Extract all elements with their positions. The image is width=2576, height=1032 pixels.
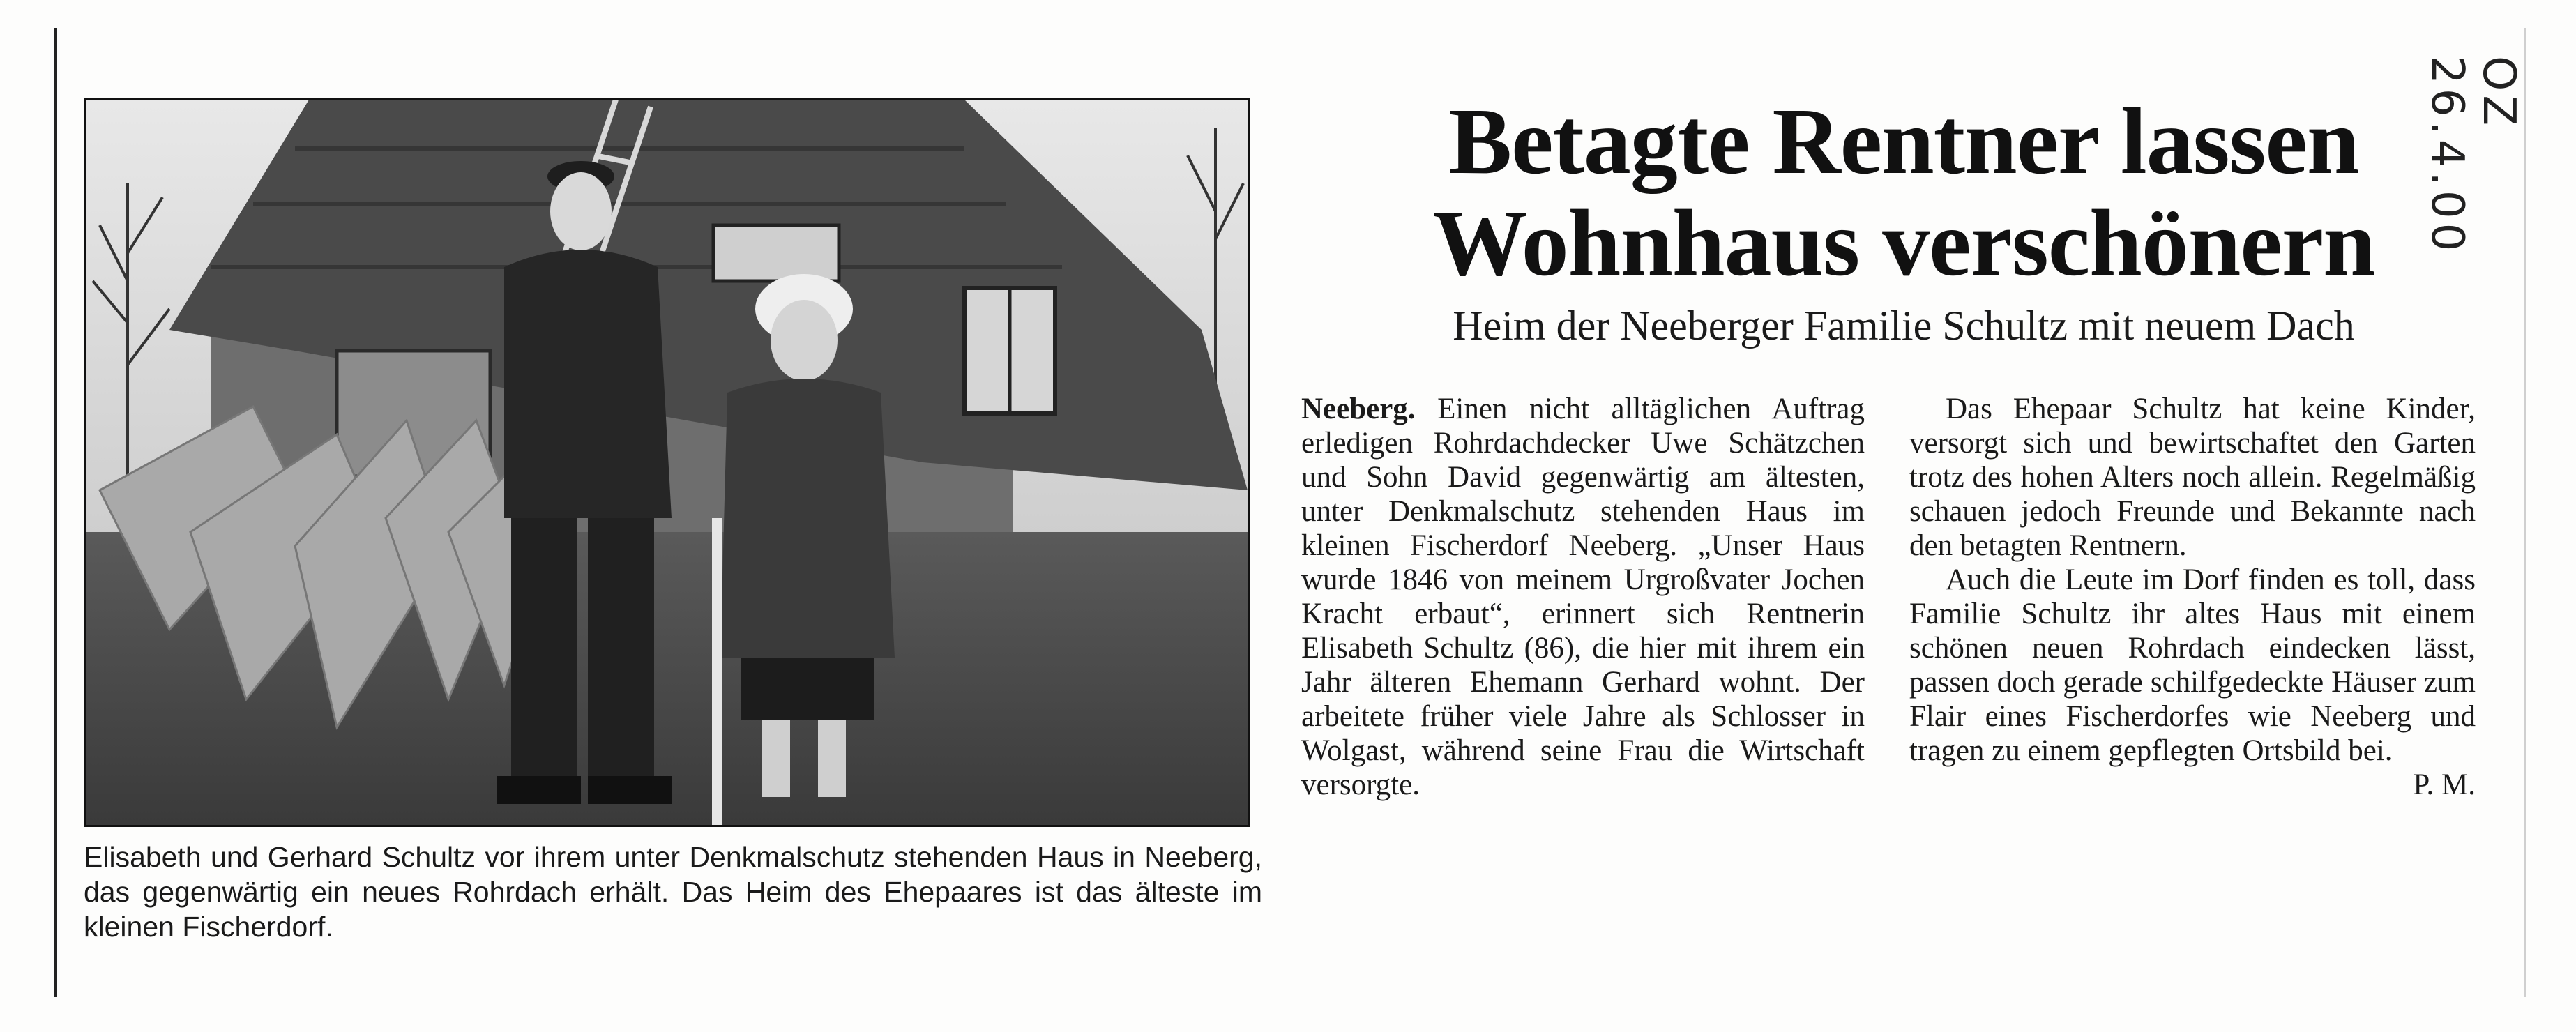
left-margin-rule xyxy=(54,28,57,997)
article-column-2 xyxy=(1909,392,2476,802)
column-2-paragraph-2 xyxy=(1909,563,2476,801)
photo-caption: Elisabeth und Gerhard Schultz vor ihrem unter Denkmalschutz stehenden Haus in Neeberg, das gegenwärtig ein neues Rohrdach erhält. Das Heim des Ehepaares ist das älteste im kleinen Fischerdorf. xyxy=(84,841,1262,943)
photo-elderly-couple-thatched-house-icon xyxy=(86,100,1248,825)
column-1-paragraph xyxy=(1301,392,1865,802)
article-photo xyxy=(84,98,1250,827)
handwritten-date-note: OZ 26.4.00 xyxy=(2421,56,2524,256)
headline-line-2: Wohnhaus verschönern xyxy=(1432,191,2375,296)
article-headline xyxy=(1325,91,2483,294)
right-margin-rule xyxy=(2524,28,2526,997)
article-column-1 xyxy=(1301,392,1865,802)
author-signature: P. M. xyxy=(2413,768,2476,801)
article-subheadline: Heim der Neeberger Familie Schultz mit neuem Dach xyxy=(1453,303,2355,349)
column-2-paragraph-2-text: Auch die Leute im Dorf finden es toll, dass Familie Schultz ihr altes Haus mit einem schönen neuen Rohrdach eindecken lässt, passen doch gerade schilfgedeckte Häuser zum Flair eines Fischerdorfes wie Neeberg und tragen zu einem gepflegten Ortsbild bei. xyxy=(1909,563,2476,767)
column-1-text: Einen nicht alltäglichen Auftrag erledigen Rohrdachdecker Uwe Schätzchen und Sohn David gegenwärtig am ältesten, unter Denkmalschutz stehenden Haus im kleinen Fischerdorf Neeberg. „Unser Haus wurde 1846 von meinem Urgroßvater Jochen Kracht erbaut“, erinnert sich Rentnerin Elisabeth Schultz (86), die hier mit ihrem ein Jahr älteren Ehemann Gerhard wohnt. Der arbeitete früher viele Jahre als Schlosser in Wolgast, während seine Frau die Wirtschaft versorgte. xyxy=(1301,393,1865,801)
column-2-paragraph-1: Das Ehepaar Schultz hat keine Kinder, versorgt sich und bewirtschaftet den Garten trotz des hohen Alters noch allein. Regelmäßig schauen jedoch Freunde und Bekannte nach den betagten Rentnern. xyxy=(1909,393,2476,562)
headline-line-1: Betagte Rentner lassen xyxy=(1448,89,2359,194)
dateline: Neeberg. xyxy=(1301,393,1416,425)
